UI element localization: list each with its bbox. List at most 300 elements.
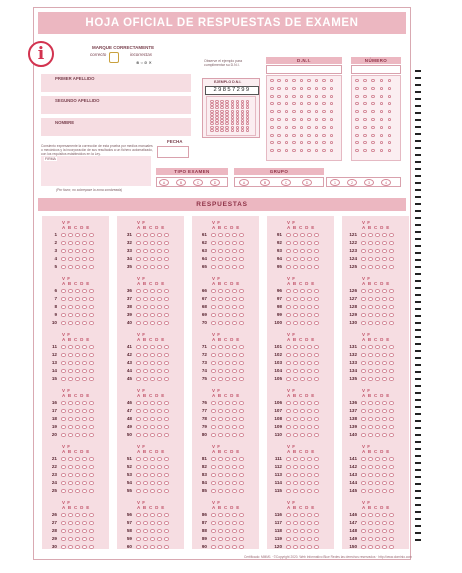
digit-bubble[interactable] xyxy=(380,87,384,90)
answer-bubble[interactable] xyxy=(293,305,298,309)
answer-bubble[interactable] xyxy=(211,361,216,365)
tipo-d-bubble[interactable]: D xyxy=(210,179,220,186)
answer-bubble[interactable] xyxy=(143,249,148,253)
answer-bubble[interactable] xyxy=(61,481,66,485)
answer-bubble[interactable] xyxy=(286,313,291,317)
answer-bubble[interactable] xyxy=(143,321,148,325)
answer-bubble[interactable] xyxy=(361,529,366,533)
answer-bubble[interactable] xyxy=(382,241,387,245)
answer-bubble[interactable] xyxy=(389,537,394,541)
answer-bubble[interactable] xyxy=(218,465,223,469)
answer-bubble[interactable] xyxy=(136,529,141,533)
answer-bubble[interactable] xyxy=(157,249,162,253)
answer-bubble[interactable] xyxy=(382,545,387,549)
answer-bubble[interactable] xyxy=(314,425,319,429)
answer-bubble[interactable] xyxy=(218,537,223,541)
digit-bubble[interactable] xyxy=(363,87,367,90)
digit-bubble[interactable] xyxy=(363,102,367,105)
answer-bubble[interactable] xyxy=(61,369,66,373)
digit-bubble[interactable] xyxy=(388,95,392,98)
answer-bubble[interactable] xyxy=(82,249,87,253)
answer-bubble[interactable] xyxy=(389,321,394,325)
answer-bubble[interactable] xyxy=(382,369,387,373)
digit-bubble[interactable] xyxy=(388,126,392,129)
answer-bubble[interactable] xyxy=(232,265,237,269)
digit-bubble[interactable] xyxy=(380,141,384,144)
digit-bubble[interactable] xyxy=(355,149,359,152)
answer-bubble[interactable] xyxy=(389,345,394,349)
digit-bubble[interactable] xyxy=(322,102,326,105)
answer-bubble[interactable] xyxy=(225,289,230,293)
extra-1-bubble[interactable]: 1 xyxy=(330,179,340,186)
answer-bubble[interactable] xyxy=(75,361,80,365)
digit-bubble[interactable] xyxy=(285,134,289,137)
grupo-c-bubble[interactable]: C xyxy=(281,179,291,186)
answer-bubble[interactable] xyxy=(75,473,80,477)
digit-bubble[interactable] xyxy=(371,141,375,144)
answer-bubble[interactable] xyxy=(218,377,223,381)
answer-bubble[interactable] xyxy=(300,361,305,365)
answer-bubble[interactable] xyxy=(150,513,155,517)
answer-bubble[interactable] xyxy=(382,257,387,261)
answer-bubble[interactable] xyxy=(218,457,223,461)
digit-bubble[interactable] xyxy=(363,95,367,98)
digit-bubble[interactable] xyxy=(355,79,359,82)
answer-bubble[interactable] xyxy=(68,433,73,437)
answer-bubble[interactable] xyxy=(382,353,387,357)
digit-bubble[interactable] xyxy=(307,126,311,129)
answer-bubble[interactable] xyxy=(211,249,216,253)
digit-bubble[interactable] xyxy=(371,126,375,129)
answer-bubble[interactable] xyxy=(150,249,155,253)
digit-bubble[interactable] xyxy=(277,79,281,82)
answer-bubble[interactable] xyxy=(75,313,80,317)
answer-bubble[interactable] xyxy=(164,249,169,253)
answer-bubble[interactable] xyxy=(157,313,162,317)
answer-bubble[interactable] xyxy=(239,521,244,525)
answer-bubble[interactable] xyxy=(82,513,87,517)
answer-bubble[interactable] xyxy=(218,545,223,549)
digit-bubble[interactable] xyxy=(270,79,274,82)
answer-bubble[interactable] xyxy=(389,313,394,317)
digit-bubble[interactable] xyxy=(270,149,274,152)
answer-bubble[interactable] xyxy=(314,473,319,477)
digit-bubble[interactable] xyxy=(330,141,334,144)
answer-bubble[interactable] xyxy=(225,249,230,253)
answer-bubble[interactable] xyxy=(82,545,87,549)
digit-bubble[interactable] xyxy=(388,110,392,113)
digit-bubble[interactable] xyxy=(307,110,311,113)
answer-bubble[interactable] xyxy=(300,297,305,301)
answer-bubble[interactable] xyxy=(293,457,298,461)
digit-bubble[interactable] xyxy=(388,149,392,152)
answer-bubble[interactable] xyxy=(164,481,169,485)
answer-bubble[interactable] xyxy=(211,297,216,301)
answer-bubble[interactable] xyxy=(61,457,66,461)
answer-bubble[interactable] xyxy=(307,481,312,485)
answer-bubble[interactable] xyxy=(300,465,305,469)
answer-bubble[interactable] xyxy=(61,521,66,525)
answer-bubble[interactable] xyxy=(239,313,244,317)
answer-bubble[interactable] xyxy=(143,257,148,261)
answer-bubble[interactable] xyxy=(239,321,244,325)
digit-bubble[interactable] xyxy=(277,110,281,113)
answer-bubble[interactable] xyxy=(225,409,230,413)
answer-bubble[interactable] xyxy=(232,457,237,461)
answer-bubble[interactable] xyxy=(368,537,373,541)
answer-bubble[interactable] xyxy=(89,305,94,309)
answer-bubble[interactable] xyxy=(211,265,216,269)
answer-bubble[interactable] xyxy=(307,345,312,349)
digit-bubble[interactable] xyxy=(292,110,296,113)
answer-bubble[interactable] xyxy=(232,345,237,349)
answer-bubble[interactable] xyxy=(286,353,291,357)
answer-bubble[interactable] xyxy=(361,465,366,469)
answer-bubble[interactable] xyxy=(68,489,73,493)
answer-bubble[interactable] xyxy=(89,233,94,237)
digit-bubble[interactable] xyxy=(231,106,235,109)
answer-bubble[interactable] xyxy=(150,257,155,261)
digit-bubble[interactable] xyxy=(371,110,375,113)
answer-bubble[interactable] xyxy=(375,457,380,461)
answer-bubble[interactable] xyxy=(361,481,366,485)
digit-bubble[interactable] xyxy=(371,87,375,90)
answer-bubble[interactable] xyxy=(61,297,66,301)
answer-bubble[interactable] xyxy=(375,417,380,421)
extra-3-bubble[interactable]: 3 xyxy=(364,179,374,186)
digit-bubble[interactable] xyxy=(277,126,281,129)
answer-bubble[interactable] xyxy=(68,313,73,317)
answer-bubble[interactable] xyxy=(382,345,387,349)
digit-bubble[interactable] xyxy=(380,95,384,98)
answer-bubble[interactable] xyxy=(314,457,319,461)
answer-bubble[interactable] xyxy=(375,305,380,309)
answer-bubble[interactable] xyxy=(61,361,66,365)
digit-bubble[interactable] xyxy=(210,122,214,125)
answer-bubble[interactable] xyxy=(218,321,223,325)
answer-bubble[interactable] xyxy=(300,289,305,293)
answer-bubble[interactable] xyxy=(307,521,312,525)
answer-bubble[interactable] xyxy=(293,265,298,269)
digit-bubble[interactable] xyxy=(388,141,392,144)
digit-bubble[interactable] xyxy=(315,134,319,137)
answer-bubble[interactable] xyxy=(314,249,319,253)
dni-digits-field[interactable] xyxy=(266,65,342,74)
answer-bubble[interactable] xyxy=(300,321,305,325)
answer-bubble[interactable] xyxy=(157,473,162,477)
answer-bubble[interactable] xyxy=(211,321,216,325)
answer-bubble[interactable] xyxy=(300,257,305,261)
digit-bubble[interactable] xyxy=(315,79,319,82)
answer-bubble[interactable] xyxy=(164,297,169,301)
answer-bubble[interactable] xyxy=(157,521,162,525)
answer-bubble[interactable] xyxy=(307,241,312,245)
answer-bubble[interactable] xyxy=(89,345,94,349)
answer-bubble[interactable] xyxy=(375,489,380,493)
digit-bubble[interactable] xyxy=(388,79,392,82)
answer-bubble[interactable] xyxy=(293,241,298,245)
answer-bubble[interactable] xyxy=(368,457,373,461)
answer-bubble[interactable] xyxy=(61,233,66,237)
answer-bubble[interactable] xyxy=(232,321,237,325)
answer-bubble[interactable] xyxy=(314,513,319,517)
answer-bubble[interactable] xyxy=(307,425,312,429)
answer-bubble[interactable] xyxy=(164,313,169,317)
answer-bubble[interactable] xyxy=(375,529,380,533)
answer-bubble[interactable] xyxy=(164,417,169,421)
answer-bubble[interactable] xyxy=(368,353,373,357)
answer-bubble[interactable] xyxy=(143,313,148,317)
answer-bubble[interactable] xyxy=(314,297,319,301)
answer-bubble[interactable] xyxy=(218,305,223,309)
answer-bubble[interactable] xyxy=(68,345,73,349)
answer-bubble[interactable] xyxy=(143,233,148,237)
answer-bubble[interactable] xyxy=(82,377,87,381)
answer-bubble[interactable] xyxy=(300,433,305,437)
answer-bubble[interactable] xyxy=(218,489,223,493)
answer-bubble[interactable] xyxy=(89,481,94,485)
answer-bubble[interactable] xyxy=(225,473,230,477)
answer-bubble[interactable] xyxy=(218,249,223,253)
answer-bubble[interactable] xyxy=(157,481,162,485)
answer-bubble[interactable] xyxy=(75,417,80,421)
answer-bubble[interactable] xyxy=(382,513,387,517)
digit-bubble[interactable] xyxy=(246,106,250,109)
answer-bubble[interactable] xyxy=(293,545,298,549)
answer-bubble[interactable] xyxy=(143,465,148,469)
digit-bubble[interactable] xyxy=(292,87,296,90)
answer-bubble[interactable] xyxy=(368,417,373,421)
answer-bubble[interactable] xyxy=(368,465,373,469)
answer-bubble[interactable] xyxy=(375,433,380,437)
answer-bubble[interactable] xyxy=(164,241,169,245)
answer-bubble[interactable] xyxy=(232,313,237,317)
answer-bubble[interactable] xyxy=(89,377,94,381)
digit-bubble[interactable] xyxy=(270,95,274,98)
answer-bubble[interactable] xyxy=(368,233,373,237)
answer-bubble[interactable] xyxy=(136,321,141,325)
answer-bubble[interactable] xyxy=(375,473,380,477)
answer-bubble[interactable] xyxy=(136,305,141,309)
answer-bubble[interactable] xyxy=(136,457,141,461)
answer-bubble[interactable] xyxy=(232,377,237,381)
answer-bubble[interactable] xyxy=(164,457,169,461)
answer-bubble[interactable] xyxy=(232,409,237,413)
answer-bubble[interactable] xyxy=(286,289,291,293)
answer-bubble[interactable] xyxy=(218,257,223,261)
answer-bubble[interactable] xyxy=(300,545,305,549)
answer-bubble[interactable] xyxy=(382,265,387,269)
answer-bubble[interactable] xyxy=(375,345,380,349)
digit-bubble[interactable] xyxy=(307,79,311,82)
answer-bubble[interactable] xyxy=(157,537,162,541)
answer-bubble[interactable] xyxy=(89,433,94,437)
answer-bubble[interactable] xyxy=(314,345,319,349)
dni-bubble-grid[interactable] xyxy=(266,75,342,161)
answer-bubble[interactable] xyxy=(68,481,73,485)
digit-bubble[interactable] xyxy=(307,102,311,105)
answer-bubble[interactable] xyxy=(218,241,223,245)
answer-bubble[interactable] xyxy=(239,233,244,237)
answer-bubble[interactable] xyxy=(75,257,80,261)
answer-bubble[interactable] xyxy=(293,401,298,405)
answer-bubble[interactable] xyxy=(218,313,223,317)
answer-bubble[interactable] xyxy=(300,457,305,461)
answer-bubble[interactable] xyxy=(211,377,216,381)
answer-bubble[interactable] xyxy=(239,297,244,301)
digit-bubble[interactable] xyxy=(285,118,289,121)
answer-bubble[interactable] xyxy=(239,473,244,477)
answer-bubble[interactable] xyxy=(61,313,66,317)
answer-bubble[interactable] xyxy=(218,289,223,293)
answer-bubble[interactable] xyxy=(225,345,230,349)
answer-bubble[interactable] xyxy=(232,289,237,293)
answer-bubble[interactable] xyxy=(164,257,169,261)
answer-bubble[interactable] xyxy=(307,417,312,421)
answer-bubble[interactable] xyxy=(225,241,230,245)
signature-box[interactable] xyxy=(41,156,151,186)
answer-bubble[interactable] xyxy=(375,289,380,293)
digit-bubble[interactable] xyxy=(285,126,289,129)
answer-bubble[interactable] xyxy=(164,361,169,365)
digit-bubble[interactable] xyxy=(388,87,392,90)
answer-bubble[interactable] xyxy=(61,257,66,261)
answer-bubble[interactable] xyxy=(218,361,223,365)
answer-bubble[interactable] xyxy=(211,257,216,261)
answer-bubble[interactable] xyxy=(150,409,155,413)
answer-bubble[interactable] xyxy=(61,249,66,253)
answer-bubble[interactable] xyxy=(61,513,66,517)
answer-bubble[interactable] xyxy=(232,241,237,245)
answer-bubble[interactable] xyxy=(61,433,66,437)
answer-bubble[interactable] xyxy=(314,489,319,493)
answer-bubble[interactable] xyxy=(389,513,394,517)
digit-bubble[interactable] xyxy=(307,87,311,90)
answer-bubble[interactable] xyxy=(293,377,298,381)
answer-bubble[interactable] xyxy=(68,297,73,301)
answer-bubble[interactable] xyxy=(82,353,87,357)
answer-bubble[interactable] xyxy=(82,433,87,437)
answer-bubble[interactable] xyxy=(293,321,298,325)
answer-bubble[interactable] xyxy=(368,545,373,549)
answer-bubble[interactable] xyxy=(75,289,80,293)
answer-bubble[interactable] xyxy=(361,241,366,245)
answer-bubble[interactable] xyxy=(293,257,298,261)
answer-bubble[interactable] xyxy=(218,521,223,525)
digit-bubble[interactable] xyxy=(225,122,229,125)
answer-bubble[interactable] xyxy=(218,513,223,517)
answer-bubble[interactable] xyxy=(361,345,366,349)
answer-bubble[interactable] xyxy=(389,521,394,525)
answer-bubble[interactable] xyxy=(361,401,366,405)
fecha-field[interactable] xyxy=(157,146,189,158)
answer-bubble[interactable] xyxy=(232,489,237,493)
answer-bubble[interactable] xyxy=(389,353,394,357)
answer-bubble[interactable] xyxy=(382,305,387,309)
answer-bubble[interactable] xyxy=(361,537,366,541)
answer-bubble[interactable] xyxy=(293,465,298,469)
answer-bubble[interactable] xyxy=(82,265,87,269)
answer-bubble[interactable] xyxy=(389,417,394,421)
answer-bubble[interactable] xyxy=(300,521,305,525)
answer-bubble[interactable] xyxy=(232,401,237,405)
digit-bubble[interactable] xyxy=(330,87,334,90)
answer-bubble[interactable] xyxy=(164,233,169,237)
answer-bubble[interactable] xyxy=(211,537,216,541)
answer-bubble[interactable] xyxy=(150,297,155,301)
answer-bubble[interactable] xyxy=(82,289,87,293)
answer-bubble[interactable] xyxy=(143,353,148,357)
answer-bubble[interactable] xyxy=(293,361,298,365)
answer-bubble[interactable] xyxy=(225,545,230,549)
answer-bubble[interactable] xyxy=(89,521,94,525)
answer-bubble[interactable] xyxy=(300,233,305,237)
answer-bubble[interactable] xyxy=(389,473,394,477)
answer-bubble[interactable] xyxy=(368,313,373,317)
answer-bubble[interactable] xyxy=(157,361,162,365)
digit-bubble[interactable] xyxy=(322,134,326,137)
digit-bubble[interactable] xyxy=(277,102,281,105)
answer-bubble[interactable] xyxy=(389,289,394,293)
answer-bubble[interactable] xyxy=(157,321,162,325)
answer-bubble[interactable] xyxy=(68,305,73,309)
answer-bubble[interactable] xyxy=(375,545,380,549)
digit-bubble[interactable] xyxy=(371,134,375,137)
answer-bubble[interactable] xyxy=(232,473,237,477)
digit-bubble[interactable] xyxy=(322,110,326,113)
answer-bubble[interactable] xyxy=(307,377,312,381)
digit-bubble[interactable] xyxy=(292,126,296,129)
answer-bubble[interactable] xyxy=(375,369,380,373)
digit-bubble[interactable] xyxy=(388,102,392,105)
digit-bubble[interactable] xyxy=(241,106,245,109)
answer-bubble[interactable] xyxy=(382,289,387,293)
answer-bubble[interactable] xyxy=(314,265,319,269)
answer-bubble[interactable] xyxy=(82,369,87,373)
answer-bubble[interactable] xyxy=(361,289,366,293)
answer-bubble[interactable] xyxy=(225,377,230,381)
answer-bubble[interactable] xyxy=(82,321,87,325)
answer-bubble[interactable] xyxy=(232,417,237,421)
answer-bubble[interactable] xyxy=(75,233,80,237)
answer-bubble[interactable] xyxy=(293,369,298,373)
answer-bubble[interactable] xyxy=(143,241,148,245)
answer-bubble[interactable] xyxy=(211,481,216,485)
answer-bubble[interactable] xyxy=(82,401,87,405)
answer-bubble[interactable] xyxy=(150,345,155,349)
digit-bubble[interactable] xyxy=(300,79,304,82)
answer-bubble[interactable] xyxy=(286,409,291,413)
answer-bubble[interactable] xyxy=(361,361,366,365)
answer-bubble[interactable] xyxy=(157,401,162,405)
answer-bubble[interactable] xyxy=(89,489,94,493)
answer-bubble[interactable] xyxy=(239,465,244,469)
answer-bubble[interactable] xyxy=(300,409,305,413)
digit-bubble[interactable] xyxy=(363,118,367,121)
answer-bubble[interactable] xyxy=(68,521,73,525)
answer-bubble[interactable] xyxy=(232,513,237,517)
answer-bubble[interactable] xyxy=(307,321,312,325)
answer-bubble[interactable] xyxy=(61,321,66,325)
digit-bubble[interactable] xyxy=(270,87,274,90)
answer-bubble[interactable] xyxy=(389,265,394,269)
digit-bubble[interactable] xyxy=(270,102,274,105)
answer-bubble[interactable] xyxy=(375,465,380,469)
answer-bubble[interactable] xyxy=(375,513,380,517)
answer-bubble[interactable] xyxy=(368,433,373,437)
answer-bubble[interactable] xyxy=(136,257,141,261)
answer-bubble[interactable] xyxy=(150,369,155,373)
